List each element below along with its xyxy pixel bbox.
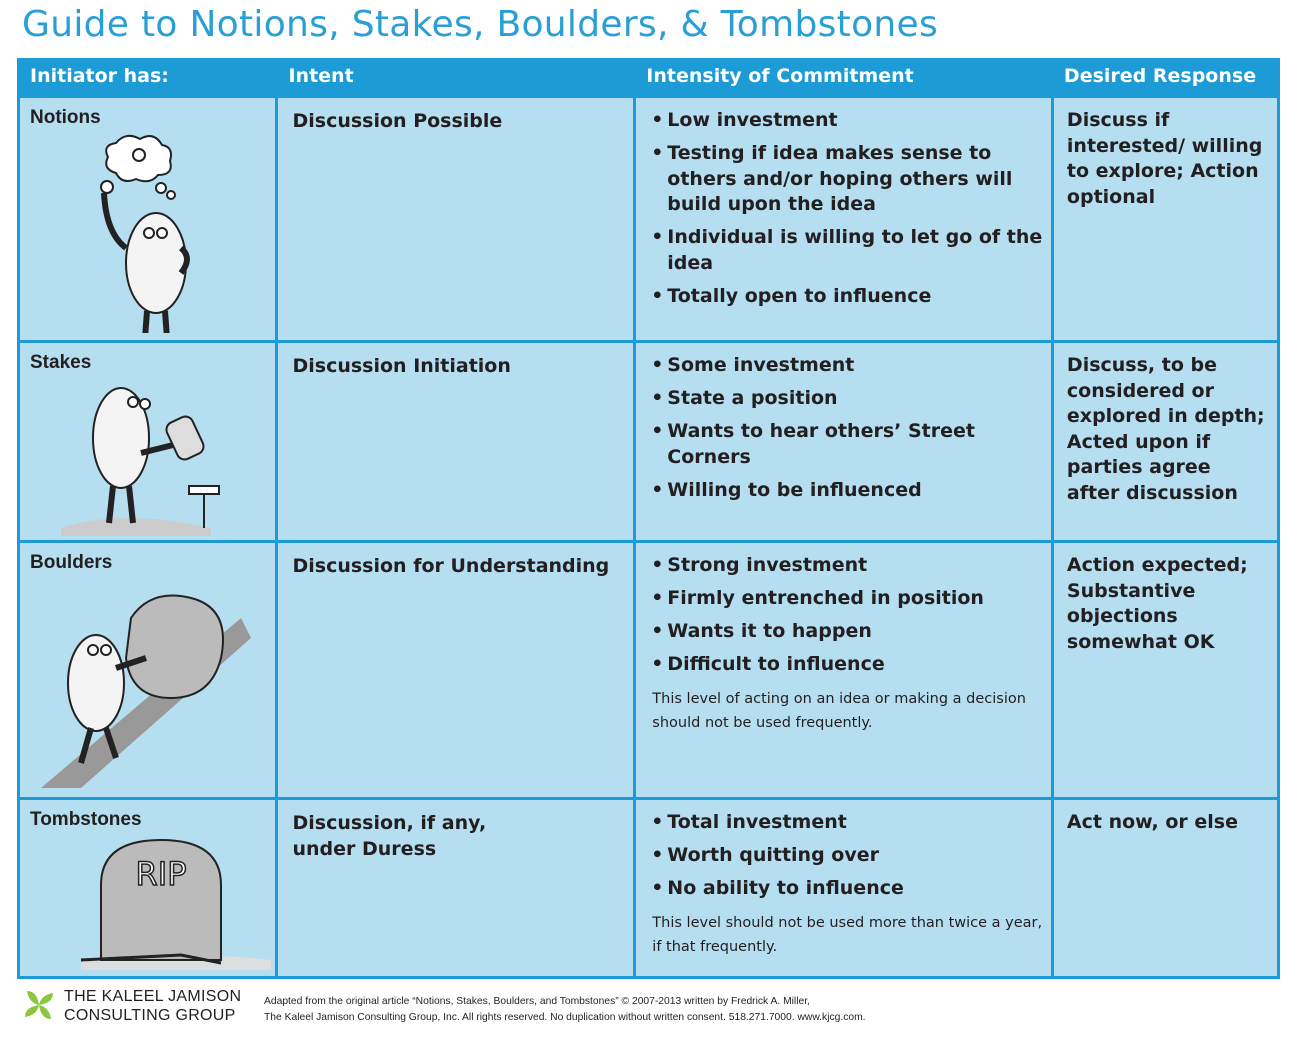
response-text: Act now, or else [1066, 811, 1238, 833]
table-header-row [19, 60, 1279, 97]
intensity-cell [635, 97, 1053, 342]
bullet-item: • Totally open to influence [651, 284, 1044, 310]
copyright-credit [264, 994, 866, 1026]
table-row [19, 97, 1279, 342]
category-cell [19, 799, 277, 978]
boulder-illustration [21, 578, 271, 788]
table-row [19, 799, 1279, 978]
bullet-item: • Worth quitting over [651, 843, 1044, 869]
bullet-item: • State a position [651, 386, 1044, 412]
header-response: Desired Response [1052, 60, 1278, 97]
tombstone-illustration [21, 835, 271, 975]
intent-text: Discussion Possible [292, 110, 503, 132]
response-text: Discuss if interested/ willing to explore; Action optional [1066, 109, 1263, 208]
category-cell [19, 542, 277, 799]
category-label: Boulders [30, 552, 113, 573]
hammer-stake-illustration [21, 378, 271, 538]
category-cell [19, 97, 277, 342]
bullet-item: • Firmly entrenched in position [651, 586, 1044, 612]
credit-line: The Kaleel Jamison Consulting Group, Inc. All rights reserved. No duplication without written consent. 518.271.7000. www.kjcg.com. [264, 1012, 866, 1023]
header-initiator: Initiator has: [19, 60, 277, 97]
table-row [19, 542, 1279, 799]
usage-note: This level should not be used more than twice a year, if that frequently. [652, 915, 1043, 955]
intent-text: Discussion, if any, under Duress [292, 812, 487, 860]
intent-text: Discussion Initiation [292, 355, 511, 377]
header-intent: Intent [277, 60, 635, 97]
category-label: Stakes [30, 352, 92, 373]
brand-name [64, 987, 241, 1025]
intent-cell [277, 97, 635, 342]
table-row [19, 342, 1279, 542]
thinking-egg-illustration [21, 133, 271, 333]
response-cell [1052, 542, 1278, 799]
tombstone-text: RIP [135, 855, 187, 893]
bullet-item: • Wants to hear others’ Street Corners [651, 419, 1044, 470]
response-cell [1052, 342, 1278, 542]
response-cell [1052, 97, 1278, 342]
guide-table [17, 58, 1280, 979]
bullet-item: • Willing to be influenced [651, 478, 1044, 504]
response-cell [1052, 799, 1278, 978]
bullet-item: • Strong investment [651, 553, 1044, 579]
intent-cell [277, 799, 635, 978]
category-label: Notions [30, 107, 101, 128]
bullet-item: • Wants it to happen [651, 619, 1044, 645]
intensity-cell [635, 799, 1053, 978]
intensity-cell [635, 542, 1053, 799]
category-label: Tombstones [30, 809, 142, 830]
intent-text: Discussion for Understanding [292, 555, 610, 577]
brand-line: CONSULTING GROUP [64, 1007, 236, 1024]
kjcg-logo-icon [20, 986, 58, 1024]
credit-line: Adapted from the original article “Notions, Stakes, Boulders, and Tombstones” © 2007-2013 written by Fredrick A. Miller, [264, 996, 810, 1007]
response-text: Discuss, to be considered or explored in depth; Acted upon if parties agree after discussion [1066, 354, 1265, 504]
response-text: Action expected; Substantive objections somewhat OK [1066, 554, 1248, 653]
bullet-item: • No ability to influence [651, 876, 1044, 902]
intent-cell [277, 342, 635, 542]
category-cell [19, 342, 277, 542]
bullet-item: • Some investment [651, 353, 1044, 379]
header-intensity: Intensity of Commitment [635, 60, 1053, 97]
bullet-item: • Total investment [651, 810, 1044, 836]
bullet-item: • Testing if idea makes sense to others and/or hoping others will build upon the idea [651, 141, 1044, 218]
brand-line: THE KALEEL JAMISON [64, 988, 242, 1005]
intent-cell [277, 542, 635, 799]
usage-note: This level of acting on an idea or making a decision should not be used frequently. [652, 691, 1026, 731]
bullet-item: • Difficult to influence [651, 652, 1044, 678]
bullet-item: • Individual is willing to let go of the idea [651, 225, 1044, 276]
page-title: Guide to Notions, Stakes, Boulders, & Tombstones [22, 4, 939, 45]
intensity-cell [635, 342, 1053, 542]
bullet-item: • Low investment [651, 108, 1044, 134]
